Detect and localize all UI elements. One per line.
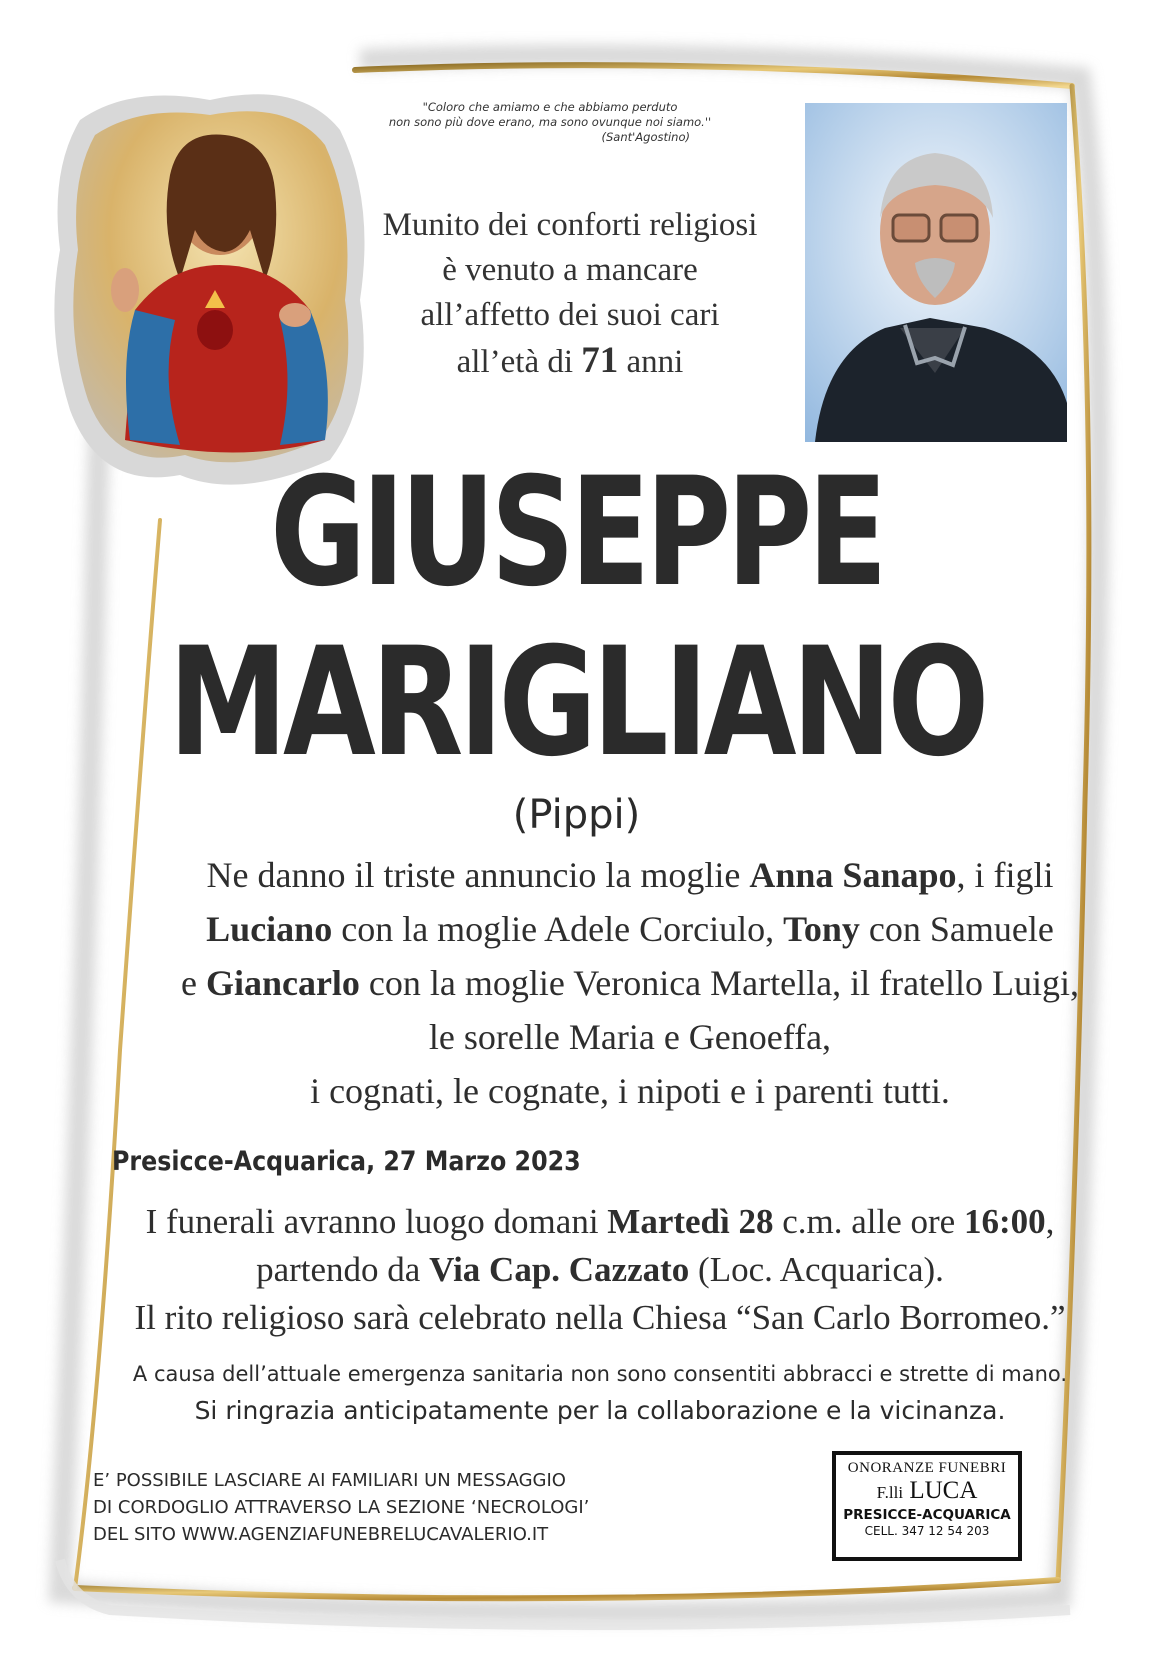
nickname: (Pippi) (512, 792, 641, 838)
text-span: I funerali avranno luogo domani (145, 1202, 608, 1241)
text-span: con la moglie Veronica Martella, il fratello Luigi, (359, 963, 1080, 1003)
intro-age-line (355, 338, 785, 385)
text-span: c.m. alle ore (773, 1202, 964, 1241)
intro-text (355, 203, 785, 385)
first-name: GIUSEPPE (270, 446, 883, 620)
text-span: e (180, 963, 206, 1003)
condolence-message (93, 1467, 653, 1548)
son-name: Luciano (206, 909, 333, 949)
text-span: , i figli (956, 855, 1054, 895)
announcement-line-1 (150, 848, 1110, 902)
quote-block (370, 100, 730, 145)
text-span: partendo da (256, 1250, 430, 1289)
age-prefix: all’età di (456, 344, 574, 380)
agency-name: LUCA (909, 1477, 978, 1504)
intro-line-3: all’affetto dei suoi cari (420, 297, 720, 333)
thanks-notice: Si ringrazia anticipatamente per la collaborazione e la vicinanza. (194, 1396, 1006, 1425)
sacred-heart-image (40, 80, 380, 500)
deceased-photo (805, 103, 1067, 442)
message-line-2: DI CORDOGLIO ATTRAVERSO LA SEZIONE ‘NECROLOGI’ (93, 1497, 590, 1518)
age-suffix: anni (626, 344, 684, 380)
last-name: MARIGLIANO (168, 616, 985, 790)
funeral-line-3: Il rito religioso sarà celebrato nella Chiesa “San Carlo Borromeo.” (134, 1298, 1066, 1337)
message-line-1: E’ POSSIBILE LASCIARE AI FAMILIARI UN MESSAGGIO (93, 1470, 566, 1491)
quote-source: (Sant'Agostino) (601, 130, 690, 144)
agency-line-1: ONORANZE FUNEBRI (847, 1460, 1007, 1476)
agency-prefix: F.lli (876, 1483, 904, 1502)
agency-city: PRESICCE-ACQUARICA (843, 1507, 1011, 1523)
announcement-text (150, 848, 1110, 1118)
text-span: (Loc. Acquarica). (689, 1250, 944, 1289)
agency-phone: CELL. 347 12 54 203 (864, 1524, 990, 1538)
age-value: 71 (581, 340, 619, 381)
funeral-day: Martedì 28 (607, 1202, 774, 1241)
intro-line-1: Munito dei conforti religiosi (382, 207, 758, 243)
agency-name-line (836, 1477, 1018, 1507)
quote-line-1: "Coloro che amiamo e che abbiamo perduto (422, 100, 678, 114)
announcement-line-5: i cognati, le cognate, i nipoti e i parenti tutti. (310, 1071, 950, 1111)
announcement-line-2 (150, 902, 1110, 956)
text-span: Ne danno il triste annuncio la moglie (206, 855, 750, 895)
intro-line-2: è venuto a mancare (442, 252, 698, 288)
text-span: con la moglie Adele Corciulo, (332, 909, 784, 949)
announcement-line-4: le sorelle Maria e Genoeffa, (428, 1017, 832, 1057)
funeral-line-1 (100, 1198, 1100, 1246)
health-notice: A causa dell’attuale emergenza sanitaria non sono consentiti abbracci e strette di mano. (132, 1362, 1068, 1386)
funeral-agency-box (832, 1451, 1022, 1561)
funeral-line-2 (100, 1246, 1100, 1294)
message-line-3: DEL SITO WWW.AGENZIAFUNEBRELUCAVALERIO.IT (93, 1524, 549, 1545)
quote-line-2: non sono più dove erano, ma sono ovunque noi siamo.'' (388, 115, 712, 129)
son-name: Giancarlo (205, 963, 360, 1003)
announcement-line-3 (150, 956, 1110, 1010)
funeral-address: Via Cap. Cazzato (429, 1250, 690, 1289)
funeral-details (100, 1198, 1100, 1342)
son-name: Tony (783, 909, 860, 949)
funeral-time: 16:00 (963, 1202, 1046, 1241)
wife-name: Anna Sanapo (749, 855, 957, 895)
place-date: Presicce-Acquarica, 27 Marzo 2023 (112, 1146, 581, 1177)
text-span: con Samuele (859, 909, 1054, 949)
text-span: , (1045, 1202, 1055, 1241)
